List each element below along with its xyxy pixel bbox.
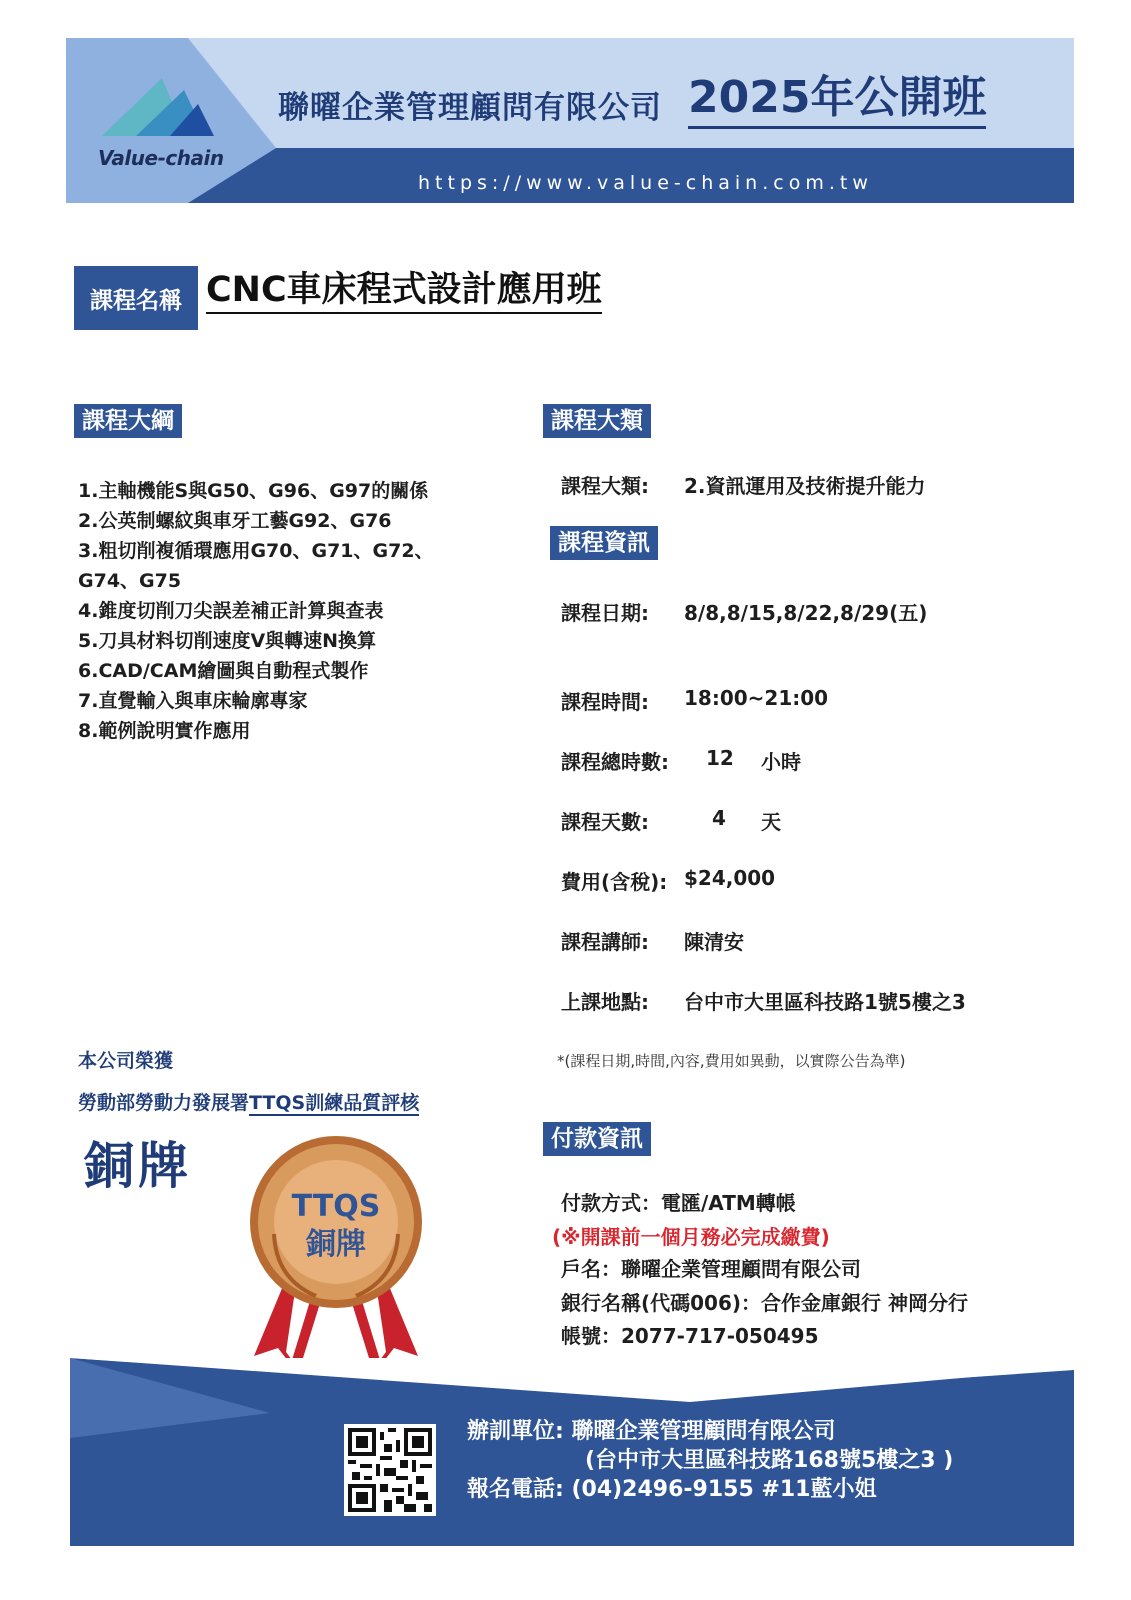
- fee-key: 費用(含稅):: [561, 870, 668, 894]
- time-row: [561, 686, 829, 715]
- place-row: [561, 986, 966, 1015]
- outline-label: 課程大綱: [74, 404, 182, 438]
- course-name-label: 課程名稱: [74, 266, 198, 330]
- qr-code-icon[interactable]: [344, 1424, 436, 1516]
- teacher-value: 陳清安: [684, 930, 744, 954]
- award-intro: 本公司榮獲: [78, 1050, 174, 1072]
- teacher-key: 課程講師:: [561, 930, 649, 954]
- time-value: 18:00~21:00: [684, 686, 829, 710]
- list-item: G74、G75: [78, 570, 182, 592]
- organizer: 辦訓單位: 聯曜企業管理顧問有限公司: [467, 1419, 836, 1444]
- medal-text-1: TTQS: [291, 1189, 381, 1224]
- hours-row: [561, 746, 801, 775]
- fee-value: $24,000: [684, 866, 776, 890]
- outline-list: [78, 476, 498, 746]
- list-item: 1.主軸機能S與G50、G96、G97的關係: [78, 480, 429, 502]
- teacher-row: [561, 926, 744, 955]
- website-url[interactable]: https://www.value-chain.com.tw: [418, 172, 873, 194]
- payment-label: 付款資訊: [543, 1122, 651, 1156]
- days-unit: 天: [761, 810, 781, 834]
- payment-method: 付款方式：電匯/ATM轉帳: [561, 1191, 796, 1215]
- award-line: [78, 1088, 419, 1115]
- fee-row: [561, 866, 776, 895]
- category-label: 課程大類: [543, 404, 651, 438]
- organizer-address: (台中市大里區科技路168號5樓之3 ): [585, 1448, 954, 1473]
- payment-warning: (※開課前一個月務必完成繳費): [552, 1225, 830, 1249]
- place-key: 上課地點:: [561, 990, 649, 1014]
- company-name: 聯曜企業管理顧問有限公司: [278, 90, 662, 126]
- time-key: 課程時間:: [561, 690, 649, 714]
- category-row: [561, 470, 926, 499]
- course-title: CNC車床程式設計應用班: [206, 268, 602, 314]
- account-name: 戶名：聯曜企業管理顧問有限公司: [561, 1257, 861, 1281]
- award-title: 銅牌: [84, 1137, 192, 1195]
- year-title: 2025年公開班: [688, 72, 986, 129]
- list-item: 5.刀具材料切削速度V與轉速N換算: [78, 630, 377, 652]
- award-ttqs-link: TTQS訓練品質評核: [249, 1092, 420, 1114]
- hours-unit: 小時: [761, 750, 801, 774]
- bank-name: 銀行名稱(代碼006)：合作金庫銀行 神岡分行: [561, 1291, 968, 1315]
- place-value: 台中市大里區科技路1號5樓之3: [684, 990, 966, 1014]
- days-key: 課程天數:: [561, 810, 649, 834]
- list-item: 8.範例說明實作應用: [78, 720, 251, 742]
- date-row: [561, 597, 928, 626]
- hours-key: 課程總時數:: [561, 750, 669, 774]
- days-row: [561, 806, 781, 835]
- ttqs-medal-icon: [236, 1134, 436, 1384]
- date-value: 8/8,8/15,8/22,8/29(五): [684, 601, 928, 625]
- list-item: 4.錐度切削刀尖誤差補正計算與查表: [78, 600, 384, 622]
- category-value: 2.資訊運用及技術提升能力: [684, 474, 926, 498]
- signup-phone[interactable]: 報名電話: (04)2496-9155 #11藍小姐: [467, 1477, 877, 1502]
- disclaimer-note: *(課程日期,時間,內容,費用如異動，以實際公告為準): [557, 1052, 906, 1070]
- medal-text-2: 銅牌: [306, 1227, 366, 1262]
- days-value: 4: [712, 806, 726, 830]
- hours-value: 12: [706, 746, 734, 770]
- award-agency: 勞動部勞動力發展署: [78, 1092, 250, 1114]
- list-item: 7.直覺輸入與車床輪廓專家: [78, 690, 308, 712]
- category-key: 課程大類:: [561, 474, 649, 498]
- list-item: 2.公英制螺紋與車牙工藝G92、G76: [78, 510, 392, 532]
- company-logo: Value-chain: [98, 146, 224, 170]
- list-item: 6.CAD/CAM繪圖與自動程式製作: [78, 660, 369, 682]
- list-item: 3.粗切削複循環應用G70、G71、G72、: [78, 540, 434, 562]
- info-label: 課程資訊: [550, 526, 658, 560]
- date-key: 課程日期:: [561, 601, 649, 625]
- account-number: 帳號：2077-717-050495: [561, 1324, 819, 1348]
